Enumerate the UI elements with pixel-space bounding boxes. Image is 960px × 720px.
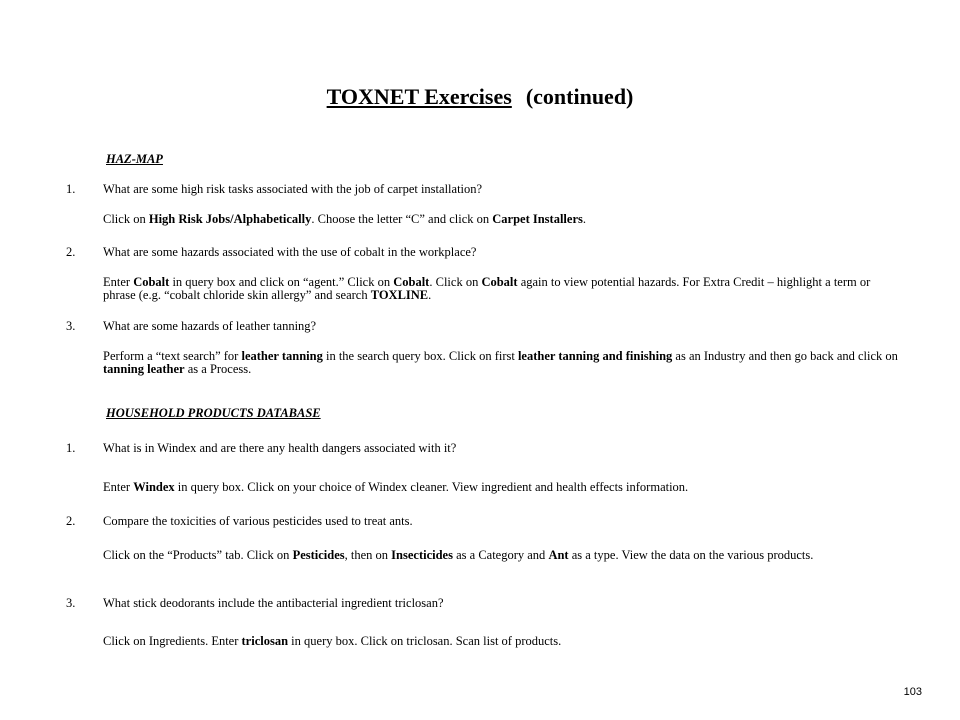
answer-text: in the search query box. Click on first	[322, 349, 518, 363]
item-question: What stick deodorants include the antibacterial ingredient triclosan?	[103, 596, 444, 610]
answer-text: Perform a “text search” for	[103, 349, 242, 363]
item-question: What are some high risk tasks associated with the job of carpet installation?	[103, 182, 483, 196]
item-question: Compare the toxicities of various pesticides used to treat ants.	[103, 514, 413, 528]
answer-keyword: triclosan	[241, 634, 289, 648]
item-answer	[103, 481, 903, 494]
answer-text: Click on Ingredients. Enter	[103, 634, 242, 648]
item-answer	[103, 350, 903, 376]
answer-text: as a Category and	[452, 548, 549, 562]
answer-text: Enter	[103, 275, 134, 289]
answer-text: Enter	[103, 480, 134, 494]
answer-text: .	[582, 212, 586, 226]
answer-text: , then on	[344, 548, 392, 562]
item-answer	[103, 276, 903, 302]
answer-text: . Choose the letter “C” and click on	[311, 212, 493, 226]
answer-keyword: Insecticides	[391, 548, 453, 562]
item-question: What is in Windex and are there any health dangers associated with it?	[103, 441, 457, 455]
answer-keyword: leather tanning	[241, 349, 323, 363]
answer-text: as an Industry and then go back and click on	[672, 349, 898, 363]
item-number: 3.	[66, 596, 76, 610]
item-number: 1.	[66, 441, 76, 455]
answer-text: Click on the “Products” tab. Click on	[103, 548, 293, 562]
title-main: TOXNET Exercises	[326, 84, 512, 109]
item-number: 2.	[66, 514, 76, 528]
item-answer	[103, 635, 903, 648]
answer-keyword: High Risk Jobs/Alphabetically	[148, 212, 312, 226]
answer-text: again to view potential hazards. For Extra Credit – highlight a term or phrase (e.g. “cobalt chloride skin allergy” and search	[103, 275, 871, 302]
answer-keyword: Cobalt	[481, 275, 518, 289]
page-title	[0, 84, 960, 110]
item-number: 1.	[66, 182, 76, 196]
answer-text: as a Process.	[184, 362, 252, 376]
answer-keyword: leather tanning and finishing	[517, 349, 673, 363]
answer-keyword: Windex	[133, 480, 175, 494]
answer-text: in query box. Click on your choice of Windex cleaner. View ingredient and health effects information.	[174, 480, 689, 494]
item-answer	[103, 213, 903, 226]
answer-text: in query box. Click on triclosan. Scan list of products.	[288, 634, 562, 648]
answer-text: . Click on	[429, 275, 482, 289]
answer-text: in query box and click on “agent.” Click on	[169, 275, 394, 289]
page-number: 103	[903, 686, 922, 698]
answer-text: as a type. View the data on the various products.	[568, 548, 814, 562]
item-number: 3.	[66, 319, 76, 333]
answer-text: Click on	[103, 212, 149, 226]
answer-keyword: Ant	[548, 548, 569, 562]
answer-keyword: TOXLINE	[370, 288, 429, 302]
item-answer	[103, 549, 903, 562]
section-heading-household: HOUSEHOLD PRODUCTS DATABASE	[106, 406, 321, 420]
item-number: 2.	[66, 245, 76, 259]
answer-keyword: Pesticides	[292, 548, 345, 562]
answer-keyword: tanning leather	[103, 362, 185, 376]
section-heading-hazmap: HAZ-MAP	[106, 152, 163, 166]
answer-keyword: Cobalt	[133, 275, 170, 289]
answer-text: .	[428, 288, 432, 302]
answer-keyword: Cobalt	[393, 275, 430, 289]
answer-keyword: Carpet Installers	[492, 212, 583, 226]
title-suffix: (continued)	[525, 84, 634, 109]
item-question: What are some hazards of leather tanning?	[103, 319, 317, 333]
item-question: What are some hazards associated with the use of cobalt in the workplace?	[103, 245, 477, 259]
